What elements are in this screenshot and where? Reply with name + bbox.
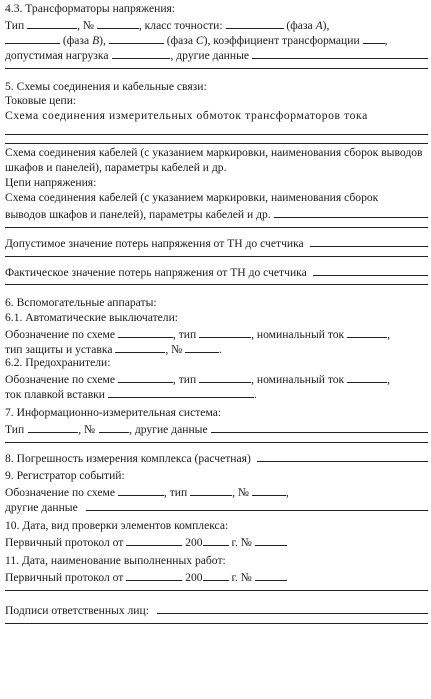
sec9-title: 9. Регистратор событий: — [5, 469, 125, 483]
breaker-protection-field[interactable] — [115, 341, 165, 353]
loss-allowed-line: Допустимое значение потерь напряжения от ТН до счетчика — [5, 235, 428, 250]
sec6-title: 6. Вспомогательные аппараты: — [5, 296, 157, 310]
cables-scheme-voltage-field[interactable] — [274, 206, 428, 218]
sec61-line1: Обозначение по схеме , тип , номинальный ток , — [5, 328, 390, 342]
vt-class-phase-a-field[interactable] — [226, 17, 284, 29]
works-protocol-number-field[interactable] — [255, 569, 287, 581]
fuse-designation-field[interactable] — [118, 371, 173, 383]
accuracy-field[interactable] — [257, 450, 428, 462]
sec61-line2: тип защиты и уставка , № . — [5, 343, 223, 357]
cables-scheme-voltage-label-1: Схема соединения кабелей (с указанием маркировки, наименования сборок — [5, 190, 379, 204]
meas-scheme-field[interactable] — [5, 128, 428, 135]
vt-load-field[interactable] — [112, 47, 170, 59]
loss-actual-field[interactable] — [313, 264, 428, 276]
sec8-line: 8. Погрешность измерения комплекса (расчетная) — [5, 450, 428, 465]
check-protocol-number-field[interactable] — [255, 534, 287, 546]
sec9-line1: Обозначение по схеме , тип , № , — [5, 486, 289, 500]
recorder-type-field[interactable] — [190, 484, 232, 496]
signatures-line: Подписи ответственных лиц: — [5, 602, 428, 617]
works-year-field[interactable] — [203, 569, 229, 581]
fuse-link-current-field[interactable] — [108, 386, 254, 398]
signatures-field[interactable] — [157, 602, 428, 614]
loss-actual-line: Фактическое значение потерь напряжения от ТН до счетчика — [5, 264, 428, 279]
sec10-line1: Первичный протокол от 200 г. № — [5, 534, 428, 549]
sec62-line1: Обозначение по схеме , тип , номинальный ток , — [5, 372, 390, 386]
loss-allowed-field[interactable] — [310, 235, 428, 247]
recorder-other-field[interactable] — [86, 499, 428, 511]
sec7-title: 7. Информационно-измерительная система: — [5, 405, 222, 419]
sec62-line2: ток плавкой вставки . — [5, 387, 257, 401]
check-date-field[interactable] — [126, 534, 182, 546]
sec43-line2: (фаза B), (фаза C), коэффициент трансформации , — [5, 32, 428, 47]
sec62-title: 6.2. Предохранители: — [5, 356, 111, 370]
sec43-line1: Тип , № , класс точности: (фаза A), — [5, 18, 330, 32]
sec7-line1: Тип , № , другие данные — [5, 421, 428, 436]
meas-scheme-label: Схема соединения измерительных обмоток трансформаторов тока — [5, 109, 368, 123]
current-circuits-label: Токовые цепи: — [5, 94, 77, 108]
iis-other-field-2[interactable] — [5, 436, 428, 443]
sec11-title: 11. Дата, наименование выполненных работ: — [5, 553, 226, 567]
cables-scheme-voltage-line: выводов шкафов и панелей), параметры кабелей и др. — [5, 206, 428, 221]
sec5-title: 5. Схемы соединения и кабельные связи: — [5, 79, 207, 93]
fuse-type-field[interactable] — [199, 371, 251, 383]
breaker-number-field[interactable] — [185, 341, 219, 353]
vt-type-field[interactable] — [27, 17, 77, 29]
recorder-designation-field[interactable] — [118, 484, 164, 496]
vt-number-field[interactable] — [97, 17, 139, 29]
meas-scheme-field-2[interactable] — [5, 137, 428, 144]
breaker-rated-current-field[interactable] — [347, 326, 387, 338]
iis-type-field[interactable] — [28, 421, 78, 433]
works-field[interactable] — [5, 584, 428, 591]
recorder-number-field[interactable] — [252, 484, 286, 496]
vt-class-phase-b-field[interactable] — [5, 32, 60, 44]
sec10-title: 10. Дата, вид проверки элементов комплекса: — [5, 519, 229, 533]
sec43-line3: допустимая нагрузка , другие данные — [5, 47, 428, 62]
breaker-type-field[interactable] — [199, 326, 251, 338]
vt-class-phase-c-field[interactable] — [109, 32, 164, 44]
fuse-rated-current-field[interactable] — [347, 371, 387, 383]
sec43-title: 4.3. Трансформаторы напряжения: — [5, 2, 176, 15]
iis-number-field[interactable] — [99, 421, 129, 433]
works-date-field[interactable] — [126, 569, 182, 581]
sec11-line1: Первичный протокол от 200 г. № — [5, 569, 428, 584]
vt-other-field[interactable] — [252, 47, 428, 59]
breaker-designation-field[interactable] — [118, 326, 173, 338]
vt-ratio-field[interactable] — [363, 32, 385, 44]
check-year-field[interactable] — [203, 534, 229, 546]
iis-other-field[interactable] — [211, 421, 428, 433]
sec61-title: 6.1. Автоматические выключатели: — [5, 311, 179, 325]
cables-scheme-current-label: Схема соединения кабелей (с указанием маркировки, наименования сборок выводов шкафов и панелей), параметры кабелей и др. — [5, 146, 423, 175]
voltage-circuits-label: Цепи напряжения: — [5, 176, 97, 190]
sec9-line2: другие данные — [5, 499, 428, 514]
